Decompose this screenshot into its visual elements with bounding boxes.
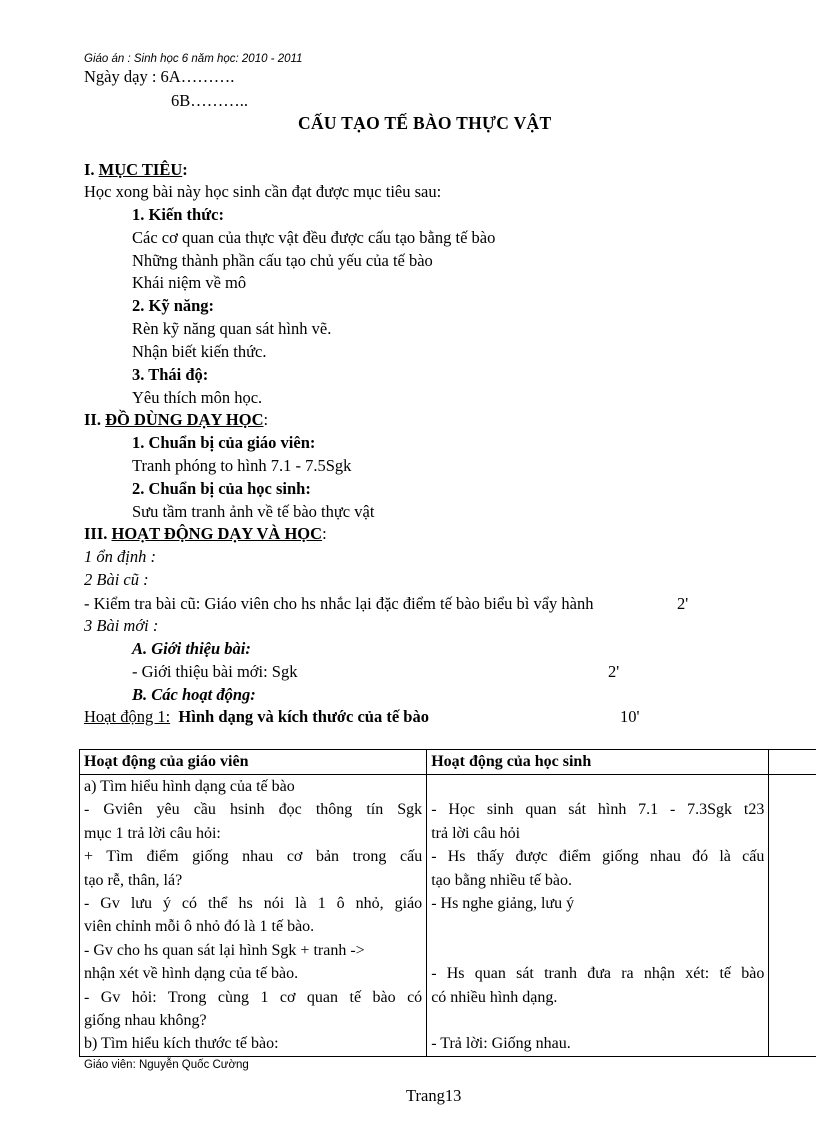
student-line xyxy=(431,939,764,962)
intro-text: - Giới thiệu bài mới: Sgk xyxy=(132,662,298,681)
student-line: - Trả lời: Giống nhau. xyxy=(431,1035,571,1053)
section1-colon: : xyxy=(182,160,188,179)
teacher-line: tạo rễ, thân, lá? xyxy=(84,871,183,889)
teacher-line: mục 1 trả lời câu hỏi: xyxy=(84,824,221,842)
section2-colon: : xyxy=(263,410,269,429)
date-6b: 6B……….. xyxy=(171,91,249,110)
table-header-student: Hoạt động của học sinh xyxy=(427,750,769,775)
student-line xyxy=(431,775,764,798)
knowledge-item: Khái niệm về mô xyxy=(132,273,247,292)
step-new-lesson: 3 Bài mới : xyxy=(84,616,159,635)
teacher-line: giống nhau không? xyxy=(84,1012,207,1030)
section3-colon: : xyxy=(322,524,327,543)
table-row xyxy=(80,775,816,1057)
student-line: - Hs nghe giảng, lưu ý xyxy=(431,895,575,913)
activity1-heading xyxy=(84,707,429,727)
student-prep: Sưu tầm tranh ảnh về tế bào thực vật xyxy=(132,502,375,521)
skills-heading: 2. Kỹ năng: xyxy=(132,296,215,315)
teacher-line: - Gv cho hs quan sát lại hình Sgk + tranh -> xyxy=(84,941,365,959)
section1-intro: Học xong bài này học sinh cần đạt được mục tiêu sau: xyxy=(84,182,442,201)
teacher-line: a) Tìm hiểu hình dạng của tế bào xyxy=(84,778,295,795)
student-line: - Hs thấy được điểm giống nhau đó là cấu xyxy=(431,848,765,866)
section2-heading-text: ĐỒ DÙNG DẠY HỌC xyxy=(105,410,264,429)
activity1-title: Hình dạng và kích thước của tế bào xyxy=(178,707,429,726)
extra-cell xyxy=(769,775,816,1057)
teacher-line: - Gv lưu ý có thể hs nói là 1 ô nhỏ, giáo xyxy=(84,895,423,913)
student-line: trả lời câu hỏi xyxy=(431,824,521,842)
student-line: tạo bằng nhiều tế bào. xyxy=(431,871,573,889)
intro-heading: A. Giới thiệu bài: xyxy=(132,639,251,658)
student-line xyxy=(431,1009,764,1032)
date-6a: Ngày dạy : 6A………. xyxy=(84,67,235,86)
teacher-prep-heading: 1. Chuẩn bị của giáo viên: xyxy=(132,433,316,452)
lesson-plan-header: Giáo án : Sinh học 6 năm học: 2010 - 2011 xyxy=(84,53,303,65)
student-activities-cell xyxy=(427,775,769,1057)
old-lesson-check: - Kiểm tra bài cũ: Giáo viên cho hs nhắc lại đặc điểm tế bào biểu bì vẩy hành xyxy=(84,594,594,613)
teacher-line: viên chỉnh mỗi ô nhỏ đó là 1 tế bào. xyxy=(84,918,315,936)
teacher-line: b) Tìm hiểu kích thước tế bào: xyxy=(84,1035,279,1053)
skills-item: Rèn kỹ năng quan sát hình vẽ. xyxy=(132,319,332,338)
step-stabilize: 1 ổn định : xyxy=(84,547,156,566)
teacher-line: - Gviên yêu cầu hsinh đọc thông tín Sgk xyxy=(84,801,423,819)
activity1-label: Hoạt động 1: xyxy=(84,707,171,726)
knowledge-heading: 1. Kiến thức: xyxy=(132,205,224,224)
section3-heading xyxy=(84,524,327,544)
section3-heading-text: HOẠT ĐỘNG DẠY VÀ HỌC xyxy=(111,524,323,543)
teacher-activities-cell xyxy=(80,775,427,1057)
table-header-row xyxy=(80,750,816,775)
section1-heading-text: MỤC TIÊU xyxy=(98,160,183,179)
activities-heading: B. Các hoạt động: xyxy=(132,685,256,704)
section2-heading xyxy=(84,410,268,430)
attitude-heading: 3. Thái độ: xyxy=(132,365,209,384)
student-line xyxy=(431,915,764,938)
section3-roman: III. xyxy=(84,524,112,543)
skills-item: Nhận biết kiến thức. xyxy=(132,342,267,361)
student-line: - Học sinh quan sát hình 7.1 - 7.3Sgk t23 xyxy=(431,801,765,819)
student-prep-heading: 2. Chuẩn bị của học sinh: xyxy=(132,479,311,498)
old-lesson-time: 2' xyxy=(677,594,689,613)
intro-time: 2' xyxy=(608,662,620,681)
activity-table xyxy=(79,749,816,1057)
page-title: CẤU TẠO TẾ BÀO THỰC VẬT xyxy=(298,113,552,133)
teacher-name-footer: Giáo viên: Nguyễn Quốc Cường xyxy=(84,1059,249,1071)
knowledge-item: Những thành phần cấu tạo chủ yếu của tế bào xyxy=(132,251,433,270)
page-number: Trang13 xyxy=(406,1086,462,1105)
knowledge-item: Các cơ quan của thực vật đều được cấu tạo bằng tế bào xyxy=(132,228,496,247)
teacher-line: - Gv hỏi: Trong cùng 1 cơ quan tế bào có xyxy=(84,988,423,1006)
section2-roman: II. xyxy=(84,410,106,429)
teacher-line: nhận xét về hình dạng của tế bào. xyxy=(84,965,299,983)
student-line: - Hs quan sát tranh đưa ra nhận xét: tế bào xyxy=(431,965,765,983)
student-line: có nhiều hình dạng. xyxy=(431,988,558,1006)
attitude-item: Yêu thích môn học. xyxy=(132,388,263,407)
teacher-prep: Tranh phóng to hình 7.1 - 7.5Sgk xyxy=(132,456,352,475)
section1-heading xyxy=(84,160,188,180)
section1-roman: I. xyxy=(84,160,99,179)
table-header-teacher: Hoạt động của giáo viên xyxy=(80,750,427,775)
teacher-line: + Tìm điểm giống nhau cơ bản trong cấu xyxy=(84,848,423,866)
step-old-lesson: 2 Bài cũ : xyxy=(84,570,149,589)
table-header-extra xyxy=(769,750,816,775)
activity1-time: 10' xyxy=(620,707,640,726)
